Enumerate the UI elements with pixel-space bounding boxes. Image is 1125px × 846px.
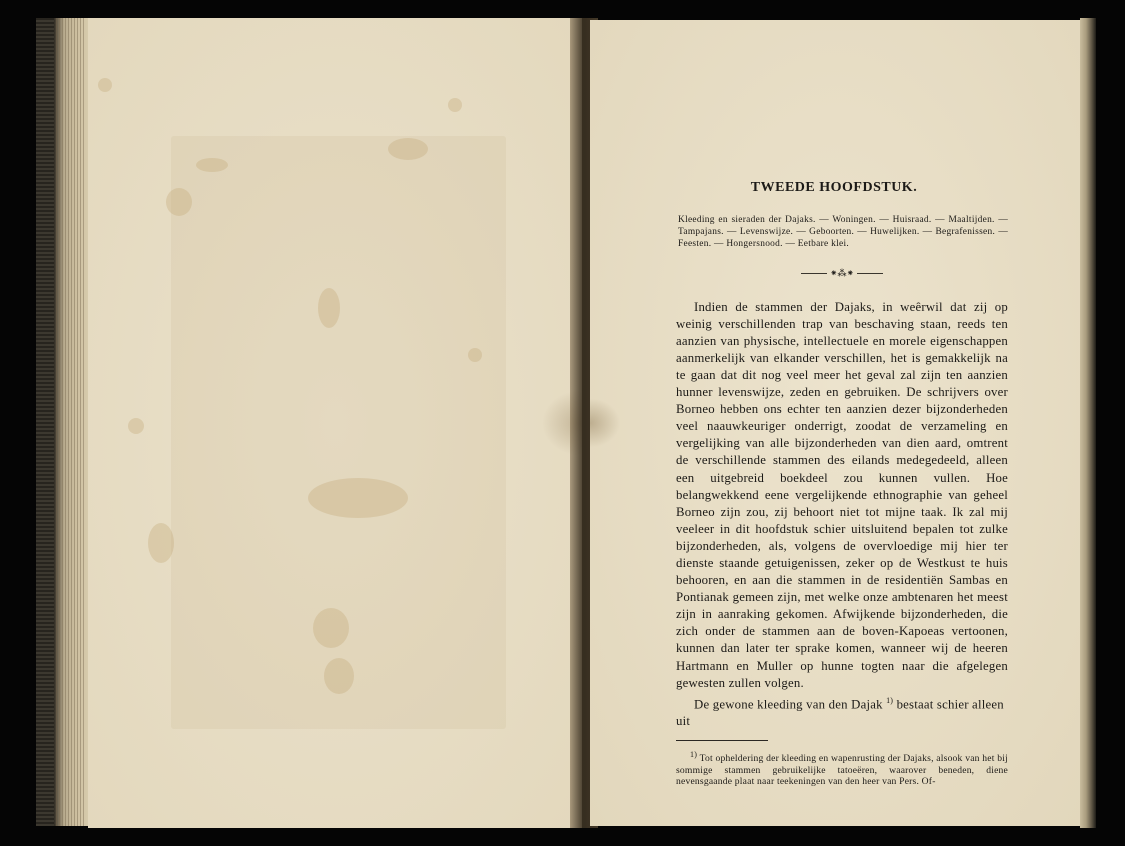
stain [308, 478, 408, 518]
ornament-rule [857, 273, 883, 274]
stain [468, 348, 482, 362]
stain [324, 658, 354, 694]
stain [128, 418, 144, 434]
paragraph-2-end: bestaat schier alleen uit [676, 697, 1004, 729]
stain [196, 158, 228, 172]
footnote-reference: 1) [886, 695, 894, 705]
right-page [590, 20, 1082, 826]
left-page [88, 18, 582, 828]
stain [448, 98, 462, 112]
paragraph-1: Indien de stammen der Dajaks, in weêrwil dat zij op weinig verschillenden trap van beschaving staan, reeds ten aanzien van physische, intellectuele en morele eigenschappen aanmerkelijk van elkander verschillen, het is gemakkelijk na te gaan dat dit nog veel meer het geval zal zijn ten aanzien hunner levenswijze, zeden en gebruiken. De schrijvers over Borneo hebben ons echter ten aanzien dezer bijzonderheden veel naauwkeuriger onderrigt, zoodat de verzameling en vergelijking van alle bijzonderheden van dien aard, omtrent de verschillende stammen des eilands medegedeeld, alleen een uitgebreid boekdeel zou kunnen vullen. Hoe belangwekkend eene vergelijkende ethnographie van geheel Borneo zijn zou, zij behoort niet tot mijne taak. Ik zal mij veeleer in dit hoofdstuk schier uitsluitend bepalen tot zulke bijzonderheden, als, volgens de overvloedige mij hier ter dienste staande getuigenissen, zeker op de Westkust te huis behooren, en aan die stammen in de residentiën Sambas en Pontianak gemeen zijn, met welke onze ambtenaren het meest zijn in aanraking gekomen. Afwijkende bijzonderheden, die zich onder de stammen aan de boven-Kapoeas vertoonen, kunnen dan later ter sprake komen, wanneer wij de heeren Hartmann en Muller op hunne togten naar die afgelegen gewesten zullen volgen. [676, 299, 1008, 690]
stain [166, 188, 192, 216]
stain [313, 608, 349, 648]
stain [318, 288, 340, 328]
footnote [640, 749, 1008, 788]
chapter-title: TWEEDE HOOFDSTUK. [750, 180, 918, 195]
book-edge-right [1080, 18, 1096, 828]
footnote-rule [676, 740, 768, 741]
paragraph-2 [640, 692, 1008, 730]
page-text [640, 180, 1008, 788]
paragraph-2-start: De gewone kleeding van den Dajak [694, 697, 883, 712]
footnote-text: Tot opheldering der kleeding en wapenrusting der Dajaks, alsook van het bij sommige stammen gebruikelijke tatoeëren, waarover beneden, diene nevensgaande plaat naar teekeningen van den heer van Pers. Of- [676, 753, 1008, 788]
stain [148, 523, 174, 563]
ornament-rule [801, 273, 827, 274]
stain [98, 78, 112, 92]
chapter-summary: Kleeding en sieraden der Dajaks. — Woningen. — Huisraad. — Maaltijden. — Tampajans. — Levenswijze. — Geboorten. — Huwelijken. — Begrafenissen. — Feesten. — Hongersnood. — Eetbare klei. [678, 215, 1008, 250]
ornament-divider [640, 269, 1008, 279]
ornament-glyph: ⁕⁂⁕ [829, 268, 855, 279]
stain [388, 138, 428, 160]
footnote-mark: 1) [690, 750, 698, 760]
book-edge-left [36, 18, 90, 826]
